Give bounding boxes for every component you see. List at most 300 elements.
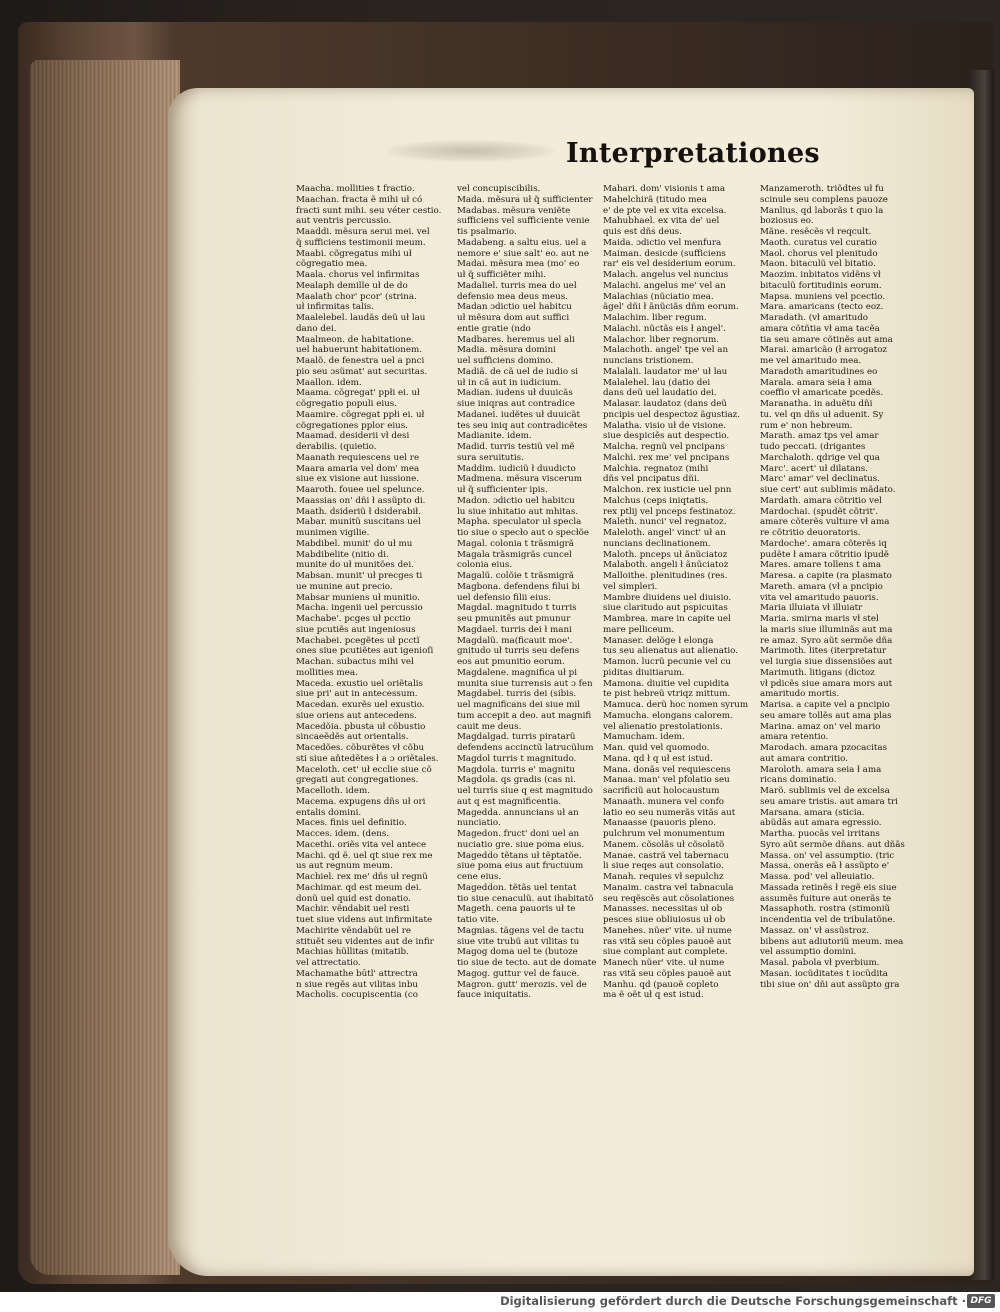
text-line: Mara. amaricans (tecto eoz. (760, 302, 884, 313)
text-line: stituẽt seu videntes aut de infir (296, 936, 434, 947)
text-line: seu amare tollẽs aut ama plas (760, 710, 892, 721)
text-line: Manem. cõsolãs uł cõsolatõ (603, 839, 725, 850)
text-line: siue iniqras aut contradice (457, 399, 575, 409)
text-line: Mãne. resẽcẽs vł reqcult. (760, 227, 872, 237)
text-line: tis psalmario. (457, 227, 517, 237)
text-line: siue ex visione aut iussione. (296, 474, 420, 485)
text-line: Martha. puocãs vel irritans (760, 829, 880, 839)
text-line: tuet siue videns aut infirmitate (296, 915, 433, 925)
text-line: Maamire. cõgregat ppłi ei. uł (296, 409, 425, 420)
text-line: amare cõterẽs vulture vł ama (760, 517, 890, 528)
text-line: Mapha. speculator uł specla (457, 517, 582, 528)
text-line: mollities mea. (296, 667, 358, 678)
text-line: sti siue aňtedẽtes ł a ɔ oriẽtales. (296, 753, 439, 764)
text-line: Mahubhael. ex vita de' uel (603, 216, 720, 227)
text-line: Marath. amaz tps vel amar (760, 431, 879, 442)
text-line: Madiã. de cã uel de iudio si (457, 366, 579, 377)
text-line: vel assumptio domini. (760, 947, 857, 958)
text-line: Marimuth. litigans (dictoz (760, 667, 875, 678)
text-line: Macholis. cocupiscentia (co (296, 990, 418, 1001)
text-column-3 (603, 184, 763, 1001)
text-line: Mambrea. mare in capite uel (603, 614, 731, 624)
text-line: munite do uł munitões dei. (296, 560, 414, 571)
text-line: uł infirmitas talis. (296, 302, 374, 313)
text-line: Macethi. oriẽs vita vel antece (296, 839, 427, 850)
text-line: cõgregatio populi eius. (296, 399, 397, 409)
text-line: vel iurgia siue dissensiões aut (760, 657, 893, 667)
text-line: Magdalũ. ma(ficauit moe'. (457, 635, 573, 646)
text-line: uł q̃ sufficiẽter mihi. (457, 270, 546, 280)
text-line: Maanath requiescens uel re (296, 452, 420, 463)
text-line: Mamona. diuitie vel cupidita (603, 678, 730, 689)
text-line: Macedões. cõburẽtes vł cõbu (296, 743, 425, 753)
text-line: vł pdicẽs siue amara mors aut (760, 678, 893, 689)
text-line: Malcha. regnũ vel pncipans (603, 442, 726, 452)
text-line: Maleth. nunci' vel regnatoz. (603, 517, 727, 528)
text-line: Malchon. rex iusticie uel pnn (603, 485, 732, 495)
text-line: entalis domini. (296, 807, 362, 818)
text-line: sufficiens vel sufficiente venie (457, 216, 590, 227)
text-line: Magdalene. magnifica uł pi (457, 667, 578, 678)
text-line: Maath. dsideriũ ł dsiderabił. (296, 506, 421, 517)
text-line: e' de pte vel ex vita excelsa. (603, 205, 727, 216)
text-line: sincaeẽdẽs aut orientalis. (296, 732, 409, 743)
text-line: Manaath. munera vel confo (603, 796, 725, 807)
text-line: bibens aut adiutoriũ meum. mea (760, 936, 904, 947)
text-line: Man. quid vel quomodo. (603, 743, 710, 753)
text-line: Marimoth. lites (iterpretatur (760, 646, 887, 657)
text-line: Mareth. amara (vł a pncipio (760, 581, 883, 592)
text-line: uł mẽsura dom aut suffici (457, 313, 570, 323)
text-line: Massa. on' vel assumptio. (tric (760, 850, 895, 861)
text-line: Malachi. angelus me' vel an (603, 280, 726, 291)
text-line: uel defensio filii eius. (457, 592, 551, 603)
text-line: Mabdibel. munit' do uł mu (296, 538, 413, 549)
text-line: nuncians declinationem. (603, 538, 711, 549)
text-line: Mabsar muniens uł munitio. (296, 592, 420, 603)
dfg-logo: DFG (967, 1294, 995, 1308)
text-line: mare pelliceum. (603, 624, 675, 635)
text-line: Mageth. cena pauoris uł te (457, 904, 576, 915)
text-line: coeffio vł amaricate pcedẽs. (760, 388, 884, 399)
text-line: Manlius. qd laborãs t quo la (760, 205, 884, 216)
text-line: tio siue cenaculũ. aut ihabitatõ (457, 893, 594, 904)
text-line: aut q est magnificentia. (457, 796, 562, 807)
text-line: Malloithe. plenitudines (res. (603, 571, 728, 581)
text-line: lu siue inhitatio aut mhitas. (457, 506, 579, 517)
text-line: Madabas. mẽsura veniẽte (457, 205, 571, 216)
text-line: Magog doma uel te (butoze (457, 947, 578, 958)
text-line: Maleloth. angel' vinct' uł an (603, 528, 726, 538)
text-line: Malatha. visio uł de visione. (603, 420, 727, 431)
text-line: Marõ. sublimis vel de excelsa (760, 786, 890, 796)
text-line: Maacha. mollities t̃ fractio. (296, 184, 415, 194)
book-fore-edge (30, 60, 180, 1275)
text-line: quis est dñs deus. (603, 227, 682, 237)
text-line: uel sufficiens domino. (457, 356, 554, 366)
text-line: cõgregatio mea. (296, 259, 368, 270)
text-line: pncipis uel despectoz ãgustiaz. (603, 409, 741, 420)
text-line: Madbares. heremus uel ali (457, 334, 575, 345)
text-line: munimen vigilie. (296, 528, 370, 538)
text-line: re amaz. Syro aũt sermõe dña (760, 635, 893, 646)
text-line: Magdalgad. turris piratarũ (457, 732, 576, 743)
text-line: Mabar. munitũ suscitans uel (296, 517, 421, 528)
text-line: Marina. amaz on' vel mario (760, 721, 881, 732)
text-line: Mageddon. tẽtãs uel tentat (457, 882, 577, 893)
header-smudge (385, 140, 555, 162)
text-line: entie gratie (ndo (457, 323, 531, 334)
text-line: Malchia. regnatoz (mihi (603, 463, 709, 474)
text-line: sacrificiũ aut holocaustum (603, 786, 720, 796)
text-line: Magedon. fruct' doni uel an (457, 829, 580, 839)
text-line: uel magnificans dei siue mil (457, 700, 581, 710)
text-line: Mardath. amara cõtritio vel (760, 495, 882, 506)
text-line: rex ptlij vel pnceps festinatoz. (603, 506, 736, 517)
text-line: Mapsa. muniens vel pcectio. (760, 291, 886, 302)
text-line: Mamucham. idem. (603, 732, 685, 743)
text-line: Maloth. pnceps uł ãnũciatoz (603, 549, 728, 560)
text-line: colonia eius. (457, 560, 513, 571)
text-line: Machi. qd ẽ. uel qt siue rex me (296, 850, 433, 861)
text-line: Mabdibelite (nitio di. (296, 549, 389, 560)
text-line: us aut regnum meum. (296, 861, 393, 872)
text-line: Maalath chor' pcor' (strina. (296, 291, 417, 302)
text-line: siue claritudo aut pspicuitas (603, 603, 728, 614)
running-head: Interpretationes (566, 138, 820, 169)
text-line: bitaculũ fortitudinis eorum. (760, 280, 882, 291)
text-line: Syro aũt sermõe dñans. aut dñãs (760, 839, 905, 850)
text-line: Maaddi. mẽsura serui mei. vel (296, 227, 430, 237)
text-line: Madia. mẽsura domini (457, 345, 556, 356)
text-line: eos aut pmunitio eorum. (457, 657, 565, 667)
text-line: tu. vel qn dñs uł aduenit. Sy (760, 409, 884, 420)
text-line: tio siue o specło aut o specłõe (457, 528, 590, 538)
text-line: incendentia vel de tribulatõne. (760, 915, 896, 925)
text-line: Manzameroth. triõdtes uł fu (760, 184, 884, 194)
text-line: Mamon. lucrũ pecunie vel cu (603, 657, 731, 667)
text-line: Magala trãsmigrãs cuncel (457, 549, 572, 560)
text-line: ricans dominatio. (760, 775, 837, 786)
text-line: latio eo seu numerãs vitãs aut (603, 807, 736, 818)
text-line: Marchaloth. qdrige vel qua (760, 452, 880, 463)
text-line: Mamuca. derũ hoc nomen syrum (603, 700, 749, 710)
text-line: Madianite. idem. (457, 431, 532, 442)
text-line: Madaliel. turris mea do uel (457, 280, 577, 291)
text-line: Marsana. amara (sticia. (760, 807, 865, 818)
text-line: munita siue turrensis aut ɔ fen (457, 678, 593, 689)
text-line: vel simpleri. (603, 581, 658, 592)
text-line: cene eius. (457, 872, 502, 882)
text-line: Maon. bitaculũ vel bitatio. (760, 259, 876, 270)
text-line: ras vitã seu cõples pauoẽ aut (603, 968, 732, 979)
text-line: Malalehel. lau (datio dei (603, 377, 711, 388)
text-line: Malalali. laudator me' uł lau (603, 366, 728, 377)
text-line: Magnias. tãgens vel de tactu (457, 925, 585, 936)
text-line: siue pcutiẽs aut ingeniosus (296, 624, 416, 635)
text-line: Magdol turris t magnitudo. (457, 753, 577, 764)
text-line: vel concupiscibilis. (457, 184, 541, 194)
text-line: Mamucha. elongans calorem. (603, 710, 733, 721)
text-column-2 (457, 184, 617, 1001)
text-line: Maallon. idem. (296, 377, 362, 388)
text-line: ue munine aut precio. (296, 581, 393, 592)
text-line: nuciatio gre. siue poma eius. (457, 839, 585, 850)
text-line: Machias hũllitas (mitatib. (296, 947, 409, 958)
text-line: Maradoth amaritudines eo (760, 366, 878, 377)
text-line: donũ uel quid est donatio. (296, 893, 411, 904)
text-line: uel habuerunt habitationem. (296, 345, 422, 356)
text-line: Maoth. curatus vel curatio (760, 237, 877, 248)
text-line: Mana. donãs vel requiescens (603, 764, 731, 775)
text-line: ras vitã seu cõples pauoẽ aut (603, 936, 732, 947)
text-line: gnitudo uł turris seu defens (457, 646, 580, 657)
text-line: Massada retinẽs ł regẽ eis siue (760, 882, 897, 893)
text-line: Marodach. amara pzocacitas (760, 743, 888, 753)
text-line: Masal. pabola vł pverbium. (760, 958, 880, 968)
text-line: Marala. amara seia ł ama (760, 377, 873, 388)
text-line: defensio mea deus meus. (457, 291, 568, 302)
text-line: Manaasse (pauoris pleno. (603, 818, 716, 829)
text-line: Madon. ɔdictio uel habitcu (457, 495, 575, 506)
text-line: Mares. amare tollens t ama (760, 560, 882, 571)
text-line: Manaa. man' vel pfolatio seu (603, 775, 730, 786)
text-line: Maresa. a capite (ra plasmato (760, 571, 892, 581)
text-line: Macces. idem. (dens. (296, 829, 390, 839)
text-line: Maabi. cõgregatus mihi uł (296, 248, 412, 259)
text-line: Marc'. acert' uł dilatans. (760, 463, 868, 474)
text-line: Machirite vẽndabũt uel re (296, 925, 412, 936)
text-line: nunciatio. (457, 818, 501, 829)
text-line: Madid. turris testiũ vel mẽ (457, 442, 575, 452)
text-line: Maranatha. in aduẽtu dñi (760, 399, 873, 409)
funding-credit: Digitalisierung gefördert durch die Deutsche Forschungsgemeinschaft · (500, 1294, 966, 1308)
text-line: Macema. expugens dñs uł ori (296, 796, 426, 807)
text-line: pulchrum vel monumentum (603, 829, 725, 839)
text-line: q̃ sufficiens testimonii meum. (296, 237, 426, 248)
text-line: rum e' non hebreum. (760, 420, 853, 431)
text-line: Maama. cõgregat' ppłi ei. uł (296, 388, 420, 399)
text-line: tum accepit a deo. aut magnifi (457, 710, 592, 721)
text-line: derabilis. (quietio. (296, 442, 377, 452)
text-line: sura seruitutis. (457, 452, 524, 463)
text-line: seu amare tristis. aut amara tri (760, 796, 898, 807)
text-line: boziosus eo. (760, 216, 814, 227)
text-line: scinule seu complens pauoze (760, 194, 888, 205)
text-line: uel turris siue q est magnitudo (457, 786, 593, 796)
text-line: Mealaph demille uł de do (296, 280, 408, 291)
text-line: Machamathe būtl' attrectra (296, 968, 418, 979)
text-line: Maida. ɔdictio vel menfura (603, 237, 722, 248)
text-line: Maddim. iudiciũ ł duudicto (457, 463, 576, 474)
text-line: Magbona. defendens filui bi (457, 581, 580, 592)
text-line: Mardoche'. amara cõterẽs iq (760, 538, 887, 549)
text-line: Machiel. rex me' dñs uł regnũ (296, 872, 428, 882)
text-line: Maiman. desicde (sufficiens (603, 248, 726, 259)
text-line: Mahari. dom' visionis t ama (603, 184, 726, 194)
text-line: tatio vite. (457, 915, 500, 925)
text-line: aut ventris percussio. (296, 216, 392, 227)
text-line: Magdola. turris e' magnitu (457, 764, 576, 775)
text-line: Mardochai. (spudẽt cõtrit'. (760, 506, 879, 517)
text-line: tudo peccati. (drigantes (760, 442, 866, 452)
text-line: Madabeng. a saltu eius. uel a (457, 237, 587, 248)
text-line: Malchus (ceps iniqtatis. (603, 495, 709, 506)
text-line: Machir. vẽndabit uel resti (296, 904, 410, 915)
text-line: assumẽs fuiture aut onerãs te (760, 893, 892, 904)
text-line: Maala. chorus vel infirmitas (296, 270, 420, 280)
text-line: tes seu iniq aut contradicẽtes (457, 420, 588, 431)
text-line: gregati aut congregationes. (296, 775, 419, 786)
text-line: Madai. mẽsura mea (mo' eo (457, 259, 580, 270)
text-line: fracti sunt mihi. seu véter cestio. (296, 205, 442, 216)
text-line: vita vel amaritudo pauoris. (760, 592, 879, 603)
text-line: Macelloth. idem. (296, 786, 370, 796)
text-line: Magdal. magnitudo t turris (457, 603, 577, 614)
text-line: vel attrectatio. (296, 958, 361, 968)
text-line: siue despiciẽs aut despectio. (603, 431, 730, 442)
text-line: Mahelchirã (titudo mea (603, 194, 707, 205)
text-column-4 (760, 184, 912, 990)
text-line: Maara amaria vel dom' mea (296, 463, 420, 474)
text-line: Maassias on' dñi ł assũpto di. (296, 495, 426, 506)
text-line: Malchi. rex me' vel pncipans (603, 452, 730, 463)
text-line: Malasar. laudatoz (dans deũ (603, 399, 727, 409)
text-line: fauce iniquitatis. (457, 990, 532, 1001)
text-line: Mabsan. munit' uł precges ti (296, 571, 423, 581)
text-line: Maria. smirna maris vł stel (760, 614, 879, 624)
text-line: Malachias (nũciatio mea. (603, 291, 714, 302)
text-line: Maradath. (vł amaritudo (760, 313, 869, 323)
text-line: tus seu alienatus aut alienatio. (603, 646, 739, 657)
text-line: Maalelebel. laudãs deũ uł lau (296, 313, 426, 323)
text-line: Malachi. nũctãs eis ł angel'. (603, 323, 726, 334)
text-line: n siue regẽs aut vilitas inbu (296, 979, 418, 990)
text-line: siue vite trubũ aut vilitas tu (457, 936, 580, 947)
text-line: uł q̃ sufficienter ipis. (457, 485, 548, 495)
text-line: Macedõia. pbusta uł cõbustio (296, 721, 426, 732)
text-line: Masan. iocũditates t iocũdita (760, 968, 888, 979)
text-line: vel alienatio prestolationis. (603, 721, 723, 732)
text-line: dans deũ uel laudatio dei. (603, 388, 717, 399)
text-line: Massaphoth. rostra (stimoniũ (760, 904, 891, 915)
text-line: amara cõtñtia vł ama tacẽa (760, 323, 880, 334)
text-line: cõgregationes pplor eius. (296, 420, 408, 431)
text-line: Maalõ. de fenestra uel a pnci (296, 356, 425, 366)
text-line: piditas diuitiarum. (603, 667, 685, 678)
text-line: Magdabel. turris dei (sibis. (457, 689, 577, 700)
text-line: Massa. onerãs eã ł assũpto e' (760, 861, 890, 872)
text-line: Maces. finis uel definitio. (296, 818, 407, 829)
text-line: Mambre diuidens uel diuisio. (603, 592, 732, 603)
text-line: aut amara contritio. (760, 753, 848, 764)
text-line: Manae. castrã vel tabernacu (603, 850, 729, 861)
text-line: nemore e' siue salt' eo. aut ne (457, 248, 589, 259)
text-line: seu pmunitẽs aut pmunur (457, 614, 571, 624)
text-line: Machabei. pcegẽtes uł pcctĩ (296, 635, 420, 646)
text-line: Maachan. fracta ẽ mihi uł có (296, 194, 423, 205)
text-line: dñs vel pncipatus dñi. (603, 474, 700, 485)
text-line: Malach. angelus vel nuncius (603, 270, 729, 280)
text-line: Malachim. liber regum. (603, 313, 707, 323)
text-line: Machabe'. pcges uł pcctio (296, 614, 411, 624)
text-line: Manech nũer' vite. uł nume (603, 958, 725, 968)
text-line: pio seu ɔsũmat' aut securitas. (296, 366, 428, 377)
text-line: amara retentio. (760, 732, 829, 743)
text-line: tia seu amare cõtinẽs aut ama (760, 334, 893, 345)
text-line: Malaboth. angeli ł ãnũciatoz (603, 560, 729, 571)
text-line: amaritudo mortis. (760, 689, 840, 700)
text-line: Malachoth. angel' tpe vel an (603, 345, 729, 356)
text-line: Maceloth. cet' uł ecclie siue cõ (296, 764, 432, 775)
text-line: Magalũ. colõie t trãsmigrã (457, 571, 574, 581)
text-line: Maaroth. fouee uel spelunce. (296, 485, 425, 495)
text-line: pudẽte ł amara cõtritio ipudẽ (760, 549, 889, 560)
text-line: nuncians tristionem. (603, 356, 694, 366)
text-line: Malachor. liber regnorum. (603, 334, 720, 345)
text-line: Maol. chorus vel plenitudo (760, 248, 878, 259)
text-line: me vel amaritudo mea. (760, 356, 862, 366)
text-line: abũdãs aut amara egressio. (760, 818, 882, 829)
text-line: Magdael. turris dei ł mani (457, 624, 572, 635)
text-line: Marc' amar' vel declinatus. (760, 474, 880, 485)
text-line: ones siue pcutiẽtes aut igenioſi (296, 646, 434, 657)
text-line: Manasses. necessitas uł ob (603, 904, 723, 915)
text-line: Madmena. mẽsura viscerum (457, 474, 582, 485)
text-column-1 (296, 184, 456, 1001)
text-line: uł in cã aut in iudicium. (457, 377, 562, 388)
text-line: Marai. amaricão (ł arrogatoz (760, 345, 887, 356)
text-line: rar' eis vel desiderium eorum. (603, 259, 736, 270)
text-line: tio siue de tecto. aut de domate (457, 958, 597, 968)
text-line: defendens accinctũ latrucũlum (457, 743, 594, 753)
text-line: te pist hebreũ vtriqz mittum. (603, 689, 731, 700)
text-line: Mada. mẽsura uł q̃ sufficienter (457, 194, 593, 205)
text-line: Machimar. qd est meum dei. (296, 882, 422, 893)
text-line: Maamad. desiderii vł desi (296, 431, 410, 442)
text-line: Magdola. qs gradis (cas ni. (457, 775, 576, 786)
text-line: Machan. subactus mihi vel (296, 657, 414, 667)
text-line: Madian. iudens uł duuicãs (457, 388, 573, 399)
text-line: Manehes. nũer' vite. uł nume (603, 925, 732, 936)
text-line: Massa. pod' vel alleuiatio. (760, 872, 875, 882)
text-line: Maroloth. amara seia ł ama (760, 764, 882, 775)
text-line: Manaser. delõge ł elonga (603, 635, 714, 646)
text-line: dano dei. (296, 323, 337, 334)
text-line: Magal. colonia t trãsmigrã (457, 538, 574, 549)
text-line: siue pri' aut in antecessum. (296, 689, 418, 700)
text-line: Mana. qd ł q uł est istud. (603, 753, 713, 764)
text-line: la maris siue illuminãs aut ma (760, 624, 893, 635)
text-line: li siue reqes aut consolatio. (603, 861, 724, 872)
text-line: Macha. ingenii uel percussio (296, 603, 423, 614)
text-line: siue complant aut complete. (603, 947, 728, 958)
text-line: Magedda. annuncians uł an (457, 807, 579, 818)
text-line: Maria illuiata vł illuiatr (760, 603, 863, 614)
text-line: ma ẽ oẽt uł q est istud. (603, 990, 704, 1001)
text-line: tibi siue on' dñi aut assũpto gra (760, 979, 900, 990)
text-line: Magron. gutt' merozis. vel de (457, 979, 587, 990)
text-line: Mageddo tẽtans uł tẽptatõe. (457, 850, 582, 861)
text-line: Massaz. on' vł assũstroz. (760, 925, 870, 936)
text-line: siue cert' aut sublimis mãdato. (760, 485, 896, 495)
text-line: Maalmeon. de habitatione. (296, 334, 415, 345)
text-line: siue oriens aut antecedens. (296, 710, 417, 721)
text-line: siue poma eius aut fructuum (457, 861, 584, 872)
text-line: Maozim. inbitatos vidẽns vł (760, 270, 881, 280)
text-line: Marisa. a capite vel a pncipio (760, 700, 890, 710)
text-line: cauit me deus. (457, 721, 522, 732)
